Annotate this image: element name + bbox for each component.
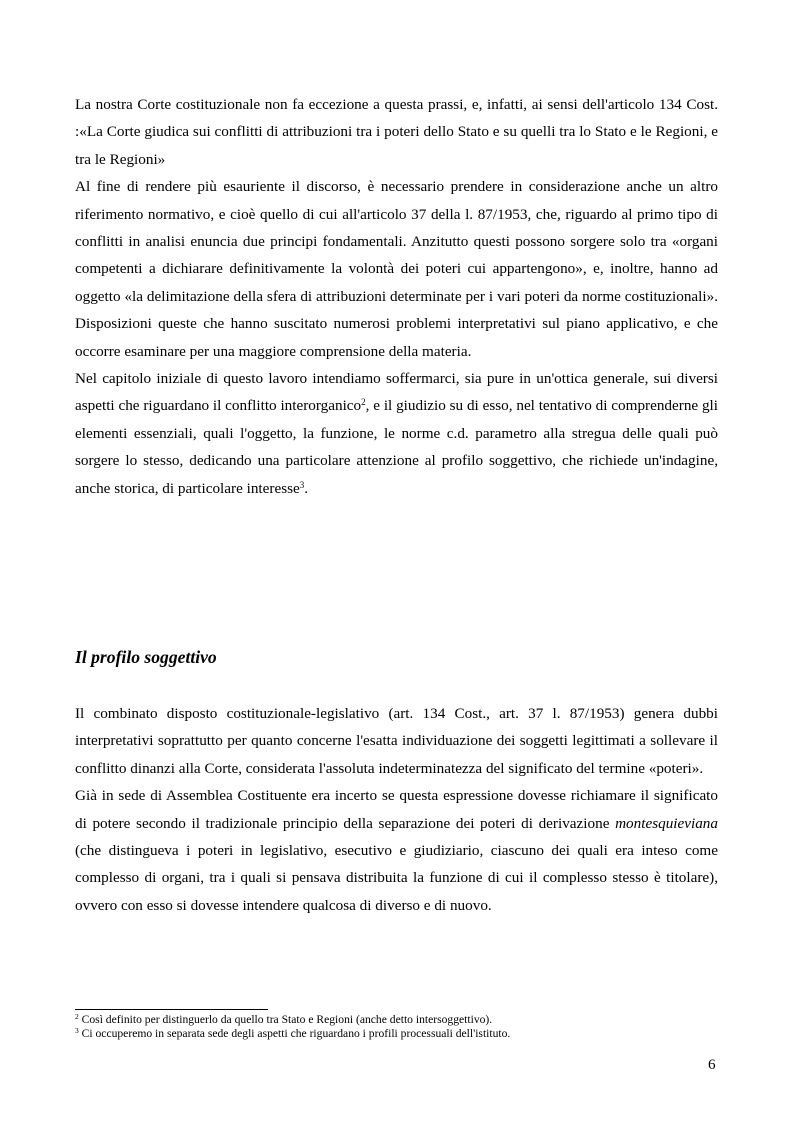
paragraph-text: (che distingueva i poteri in legislativo, esecutivo e giudiziario, ciascuno dei quali era inteso come complesso di organi, tra i quali si pensava distribuita la funzione di cui il complesso stesso è titolare), ovvero con esso si dovesse intendere qualcosa di diverso e di nuovo. [75, 842, 718, 914]
intro-section [75, 91, 718, 502]
paragraph-text: Nel capitolo iniziale di questo lavoro intendiamo soffermarci, sia pure in un'ottica generale, sui diversi aspetti che riguardano il conflitto interorganico [75, 370, 718, 415]
paragraph-chapter-intro [75, 365, 718, 502]
footnote-separator [75, 1009, 268, 1010]
paragraph-text: . [304, 479, 309, 497]
footnote-number: 2 [75, 1012, 79, 1021]
footnotes [75, 1013, 718, 1041]
page-number: 6 [708, 1056, 716, 1073]
footnote [75, 1027, 718, 1041]
section-heading: Il profilo soggettivo [75, 647, 217, 667]
footnote-reference: 2 [361, 397, 366, 408]
paragraph-constituent-assembly [75, 782, 718, 919]
footnote [75, 1013, 718, 1027]
footnote-number: 3 [75, 1026, 79, 1035]
profilo-soggettivo-section [75, 700, 718, 919]
footnote-reference: 3 [299, 479, 305, 490]
italic-term: montesquieviana [615, 814, 718, 832]
footnote-text: Così definito per distinguerlo da quello tra Stato e Regioni (anche detto intersoggettivo). [78, 1013, 493, 1026]
paragraph-article-134: La nostra Corte costituzionale non fa eccezione a questa prassi, e, infatti, ai sensi dell'articolo 134 Cost. :«La Corte giudica sui conflitti di attribuzioni tra i poteri dello Stato e su quelli tra lo Stato e le Regioni, e tra le Regioni» [75, 96, 718, 168]
paragraph-article-37: Al fine di rendere più esauriente il discorso, è necessario prendere in considerazione anche un altro riferimento normativo, e cioè quello di cui all'articolo 37 della l. 87/1953, che, riguardo al primo tipo di conflitti in analisi enuncia due principi fondamentali. Anzitutto questi possono sorgere solo tra «organi competenti a dichiarare definitivamente la volontà dei poteri cui appartengono», e, inoltre, hanno ad oggetto «la delimitazione della sfera di attribuzioni determinate per i vari poteri da norme costituzionali». Disposizioni queste che hanno suscitato numerosi problemi interpretativi sul piano applicativo, e che occorre esaminare per una maggiore comprensione della materia. [75, 178, 718, 360]
paragraph-text: Già in sede di Assemblea Costituente era incerto se questa espressione dovesse richiamare il significato di potere secondo il tradizionale principio della separazione dei poteri di derivazione [75, 787, 718, 832]
footnote-text: Ci occuperemo in separata sede degli aspetti che riguardano i profili processuali dell'istituto. [78, 1027, 511, 1040]
paragraph-text: , e il giudizio su di esso, nel tentativo di comprenderne gli elementi essenziali, quali l'oggetto, la funzione, le norme c.d. parametro alla stregua delle quali può sorgere lo stesso, dedicando una particolare attenzione al profilo soggettivo, che richiede un'indagine, anche storica, di particolare interesse [75, 397, 718, 497]
paragraph-combined-provision: Il combinato disposto costituzionale-legislativo (art. 134 Cost., art. 37 l. 87/1953) genera dubbi interpretativi soprattutto per quanto concerne l'esatta individuazione dei soggetti legittimati a sollevare il conflitto dinanzi alla Corte, considerata l'assoluta indeterminatezza del significato del termine «poteri». [75, 705, 718, 777]
